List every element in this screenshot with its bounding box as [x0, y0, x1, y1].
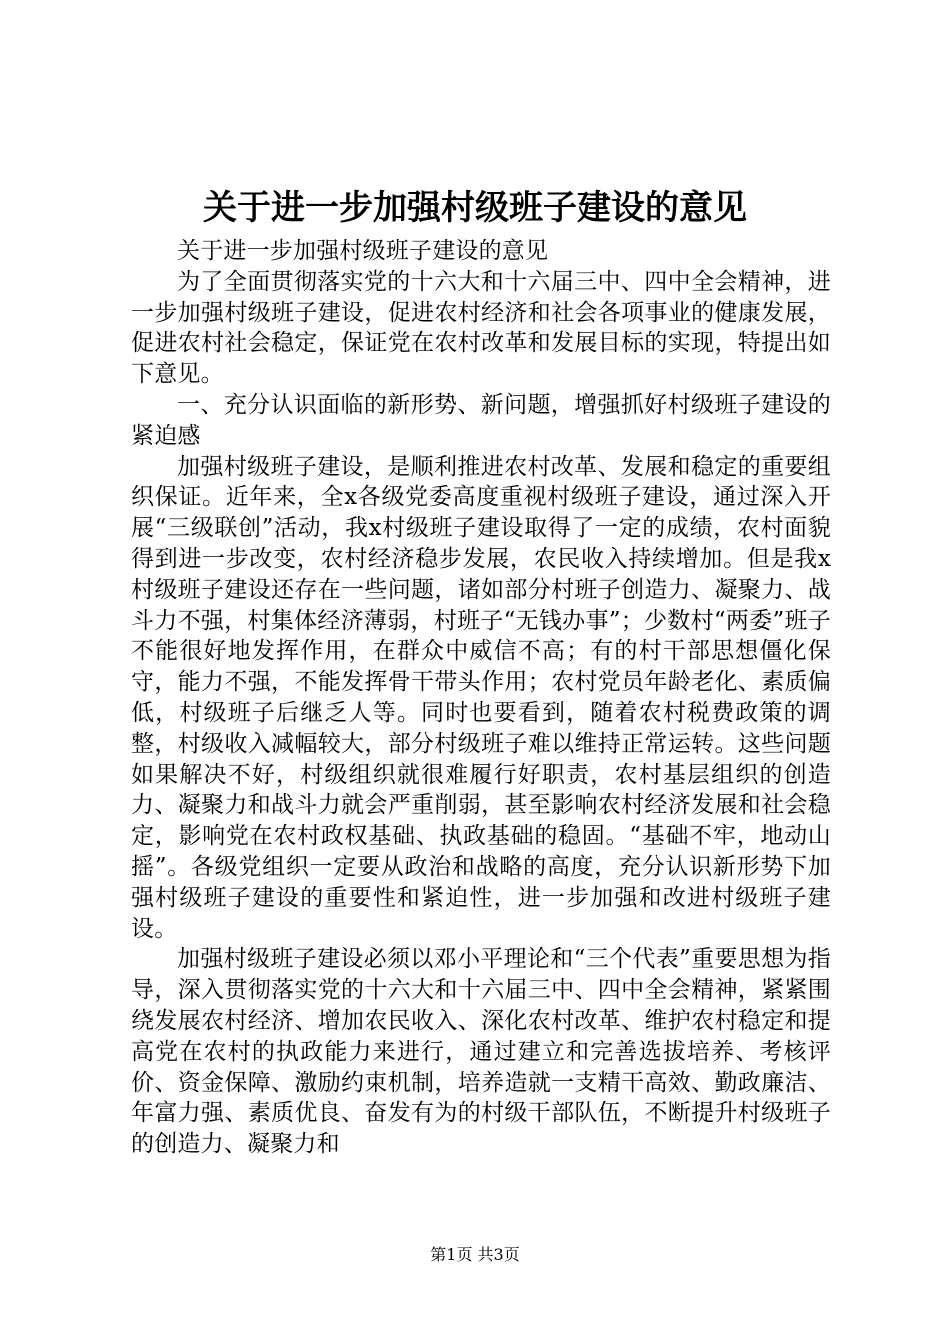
page-footer: 第1页 共3页	[430, 1245, 520, 1264]
document-body	[131, 236, 831, 1160]
paragraph: 关于进一步加强村级班子建设的意见	[177, 238, 549, 264]
paragraph: 加强村级班子建设，是顺利推进农村改革、发展和稳定的重要组织保证。近年来，全x各级党委高度重视村级班子建设，通过深入开展“三级联创”活动，我x村级班子建设取得了一定的成绩，农村面貌得到进一步改变，农村经济稳步发展，农民收入持续增加。但是我x村级班子建设还存在一些问题，诸如部分村班子创造力、凝聚力、战斗力不强，村集体经济薄弱，村班子“无钱办事”；少数村“两委”班子不能很好地发挥作用，在群众中威信不高；有的村干部思想僵化保守，能力不强，不能发挥骨干带头作用；农村党员年龄老化、素质偏低，村级班子后继乏人等。同时也要看到，随着农村税费政策的调整，村级收入减幅较大，部分村级班子难以维持正常运转。这些问题如果解决不好，村级组织就很难履行好职责，农村基层组织的创造力、凝聚力和战斗力就会严重削弱，甚至影响农村经济发展和社会稳定，影响党在农村政权基础、执政基础的稳固。“基础不牢，地动山摇”。各级党组织一定要从政治和战略的高度，充分认识新形势下加强村级班子建设的重要性和紧迫性，进一步加强和改进村级班子建设。	[131, 453, 831, 942]
document-title: 关于进一步加强村级班子建设的意见	[203, 188, 747, 228]
paragraph: 加强村级班子建设必须以邓小平理论和“三个代表”重要思想为指导，深入贯彻落实党的十六大和十六届三中、四中全会精神，紧紧围绕发展农村经济、增加农民收入、深化农村改革、维护农村稳定和提高党在农村的执政能力来进行，通过建立和完善选拔培养、考核评价、资金保障、激励约束机制，培养造就一支精干高效、勤政廉洁、年富力强、素质优良、奋发有为的村级干部队伍，不断提升村级班子的创造力、凝聚力和	[131, 946, 831, 1158]
section-heading: 一、充分认识面临的新形势、新问题，增强抓好村级班子建设的紧迫感	[131, 391, 831, 449]
paragraph: 为了全面贯彻落实党的十六大和十六届三中、四中全会精神，进一步加强村级班子建设，促进农村经济和社会各项事业的健康发展，促进农村社会稳定，保证党在农村改革和发展目标的实现，特提出如下意见。	[131, 268, 831, 388]
